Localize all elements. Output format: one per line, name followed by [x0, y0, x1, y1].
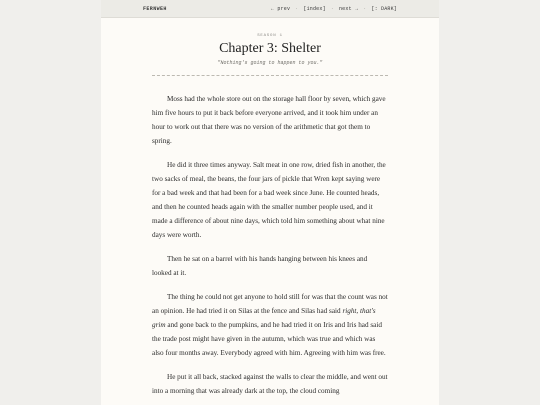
paragraph-text: and gone back to the pumpkins, and he had tried it on Iris and Iris had said the trade post might have given in the autumn, which was true and which was also four months away. Everybody agreed with him. Agreeing with him was free. [152, 321, 386, 357]
chapter-body [152, 92, 388, 398]
nav-separator: · [330, 5, 334, 12]
reader-page [101, 0, 439, 405]
prev-chapter-link[interactable]: ← prev [270, 5, 291, 12]
paragraph-text: The thing he could not get anyone to hold still for was that the count was not an opinion. He had tried it on Silas at the fence and Silas had said [152, 293, 388, 315]
paragraph: Then he sat on a barrel with his hands hanging between his knees and looked at it. [152, 255, 368, 277]
chapter-content [101, 34, 439, 398]
top-navigation-bar [101, 0, 439, 18]
paragraph [152, 290, 388, 360]
nav-separator: · [295, 5, 299, 12]
nav-separator: · [363, 5, 367, 12]
paragraph: He did it three times anyway. Salt meat in one row, dried fish in another, the two sacks of meal, the beans, the four jars of pickle that Wren kept saying were for a bad week and that had been for a bad week since June. He counted heads, and then he counted heads again with the smaller number people used, and it made a difference of about nine days, which told him something about what nine days were worth. [152, 161, 386, 239]
chapter-epigraph: "Nothing's going to happen to you." [217, 60, 323, 66]
chapter-title: Chapter 3: Shelter [219, 41, 321, 56]
index-link[interactable]: [index] [303, 5, 326, 12]
dark-mode-toggle[interactable]: [: DARK] [371, 5, 397, 12]
chapter-navigation [271, 6, 397, 12]
next-chapter-link[interactable]: next → [338, 5, 359, 12]
header-divider [152, 75, 388, 76]
emphasized-text: right, that's grim [152, 307, 376, 329]
paragraph: He put it all back, stacked against the walls to clear the middle, and went out into a morning that was already dark at the top, the cloud coming [152, 373, 388, 395]
season-label: SEASON 1 [257, 34, 283, 38]
paragraph: Moss had the whole store out on the storage hall floor by seven, which gave him five hours to put it back before everyone arrived, and it took him under an hour to work out that there was no version of the arithmetic that got them to spring. [152, 95, 386, 145]
site-brand[interactable]: FERNWEH [143, 5, 167, 12]
